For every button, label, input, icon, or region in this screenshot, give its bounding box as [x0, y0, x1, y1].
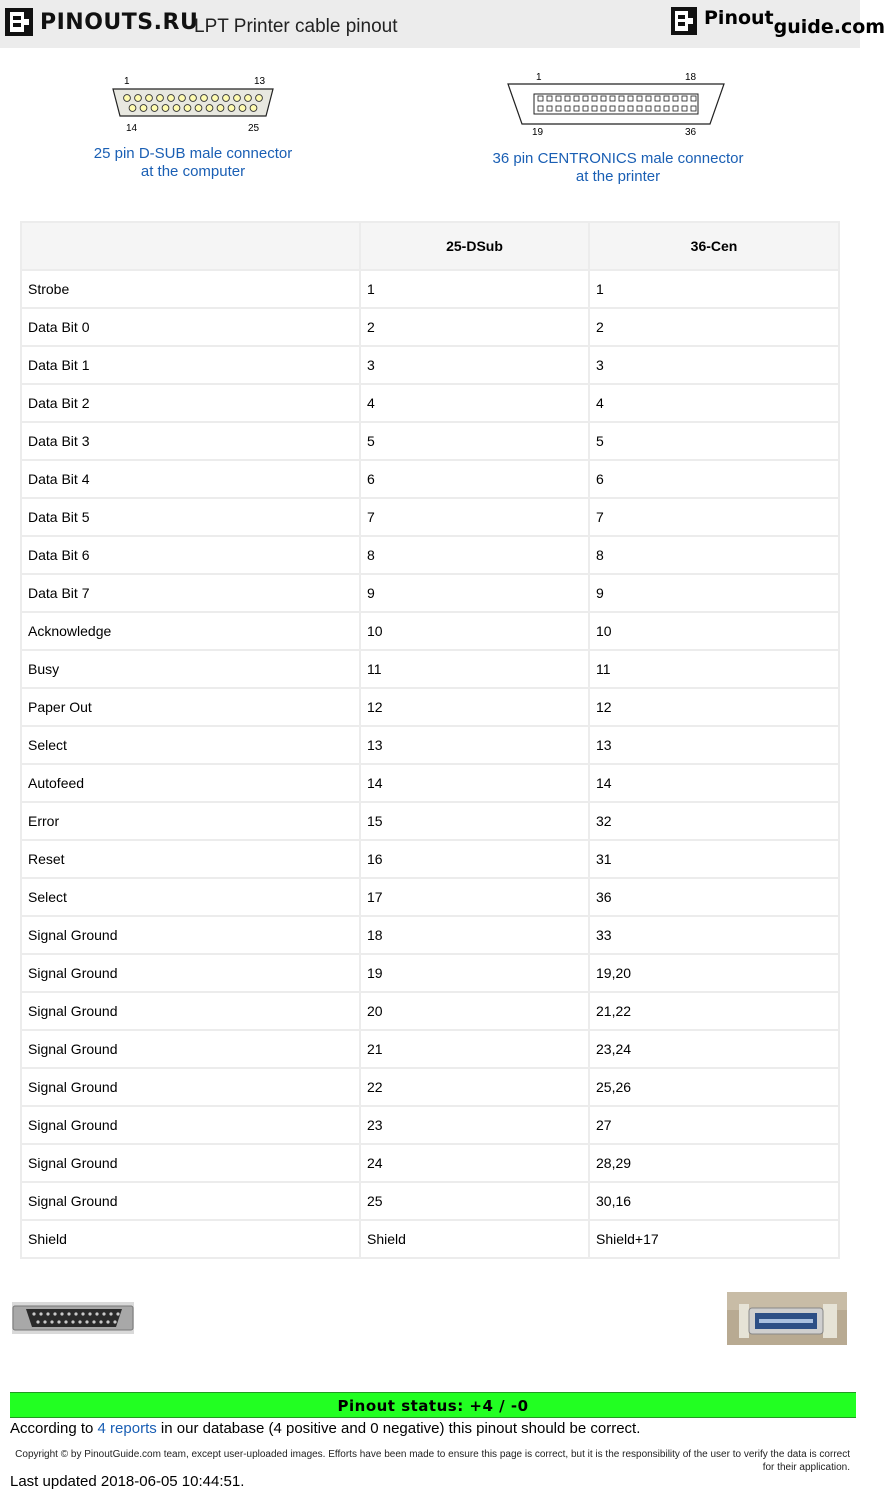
cell-signal-name: Reset: [21, 840, 360, 878]
cell-signal-name: Data Bit 5: [21, 498, 360, 536]
pin-label: 14: [126, 123, 138, 134]
column-header-centronics: 36-Cen: [589, 222, 839, 270]
dsub-pin: [223, 95, 230, 102]
centronics-contact: [655, 96, 660, 101]
cell-signal-name: Data Bit 6: [21, 536, 360, 574]
dsub-pin: [129, 105, 136, 112]
cell-dsub-pin: 20: [360, 992, 589, 1030]
cell-signal-name: Data Bit 0: [21, 308, 360, 346]
centronics-contact: [637, 106, 642, 111]
pin-label: 18: [685, 72, 697, 83]
photo-pin: [64, 1320, 67, 1323]
centronics-contact: [673, 106, 678, 111]
photo-pin: [88, 1312, 91, 1315]
centronics-contact: [610, 106, 615, 111]
dsub-pin: [195, 105, 202, 112]
dsub-pin: [190, 95, 197, 102]
centronics-contact: [664, 96, 669, 101]
dsub-pin: [201, 95, 208, 102]
table-row: [21, 422, 839, 460]
cell-centronics-pin: 21,22: [589, 992, 839, 1030]
centronics-contact: [547, 96, 552, 101]
centronics-contact: [574, 106, 579, 111]
dsub-pin: [245, 95, 252, 102]
pinout-status-bar: Pinout status: +4 / -0: [10, 1392, 856, 1418]
cell-signal-name: Signal Ground: [21, 916, 360, 954]
table-row: [21, 1220, 839, 1258]
photo-pin: [85, 1320, 88, 1323]
caption-line: at the computer: [140, 163, 246, 180]
centronics-contact: [673, 96, 678, 101]
cell-centronics-pin: 11: [589, 650, 839, 688]
centronics-contact: [646, 106, 651, 111]
cell-signal-name: Signal Ground: [21, 1182, 360, 1220]
dsub-pin: [168, 95, 175, 102]
dsub-pin: [217, 105, 224, 112]
centronics-contact: [682, 106, 687, 111]
dsub-pin: [228, 105, 235, 112]
cell-signal-name: Select: [21, 878, 360, 916]
table-row: [21, 1182, 839, 1220]
table-row: [21, 384, 839, 422]
table-row: [21, 536, 839, 574]
photo-pin: [67, 1312, 70, 1315]
cell-centronics-pin: 32: [589, 802, 839, 840]
photo-pin: [43, 1320, 46, 1323]
centronics-contact: [664, 106, 669, 111]
cell-centronics-pin: 10: [589, 612, 839, 650]
centronics-contact: [592, 96, 597, 101]
cell-centronics-pin: 28,29: [589, 1144, 839, 1182]
cell-centronics-pin: 5: [589, 422, 839, 460]
cell-dsub-pin: 21: [360, 1030, 589, 1068]
photo-pin: [39, 1312, 42, 1315]
table-row: [21, 346, 839, 384]
brand-name-part2: guide.com: [773, 16, 885, 38]
cell-signal-name: Autofeed: [21, 764, 360, 802]
connector-logo-icon: [4, 7, 34, 37]
cell-centronics-pin: 12: [589, 688, 839, 726]
cell-dsub-pin: 18: [360, 916, 589, 954]
table-row: [21, 460, 839, 498]
cell-centronics-pin: 30,16: [589, 1182, 839, 1220]
cell-dsub-pin: 16: [360, 840, 589, 878]
table-row: [21, 1144, 839, 1182]
cell-signal-name: Busy: [21, 650, 360, 688]
column-header-signal: [21, 222, 360, 270]
photo-pin: [46, 1312, 49, 1315]
photo-pin: [81, 1312, 84, 1315]
table-row: [21, 840, 839, 878]
centronics-contact: [619, 96, 624, 101]
brand-name-part1: Pinout: [704, 7, 774, 29]
table-row: [21, 802, 839, 840]
pin-label: 25: [248, 123, 260, 134]
pin-label: 13: [254, 76, 266, 87]
centronics36-connector: [490, 68, 746, 186]
photo-pin: [109, 1312, 112, 1315]
cell-dsub-pin: 10: [360, 612, 589, 650]
cell-dsub-pin: Shield: [360, 1220, 589, 1258]
dsub-pin: [151, 105, 158, 112]
photo-pin: [60, 1312, 63, 1315]
centronics-contact: [691, 106, 696, 111]
photo-pin: [113, 1320, 116, 1323]
cell-signal-name: Signal Ground: [21, 1144, 360, 1182]
cell-signal-name: Paper Out: [21, 688, 360, 726]
cell-centronics-pin: 23,24: [589, 1030, 839, 1068]
table-row: [21, 878, 839, 916]
cell-centronics-pin: 4: [589, 384, 839, 422]
centronics-contact: [655, 106, 660, 111]
pin-label: 1: [536, 72, 542, 83]
centronics-contact: [637, 96, 642, 101]
cell-dsub-pin: 6: [360, 460, 589, 498]
dsub-pin: [179, 95, 186, 102]
photo-pin: [95, 1312, 98, 1315]
cell-signal-name: Data Bit 1: [21, 346, 360, 384]
cell-dsub-pin: 5: [360, 422, 589, 460]
dsub-pin: [234, 95, 241, 102]
cell-dsub-pin: 22: [360, 1068, 589, 1106]
photo-pin: [57, 1320, 60, 1323]
cell-signal-name: Error: [21, 802, 360, 840]
dsub-pin: [146, 95, 153, 102]
cell-dsub-pin: 9: [360, 574, 589, 612]
pin-label: 1: [124, 76, 130, 87]
cell-signal-name: Signal Ground: [21, 992, 360, 1030]
pinout-status-text: [10, 1420, 640, 1437]
dsub-pin: [206, 105, 213, 112]
table-row: [21, 1068, 839, 1106]
photo-pin: [74, 1312, 77, 1315]
table-row: [21, 1106, 839, 1144]
table-row: [21, 764, 839, 802]
cell-dsub-pin: 17: [360, 878, 589, 916]
centronics36-connector-diagram: [490, 68, 746, 140]
cell-centronics-pin: 2: [589, 308, 839, 346]
cell-dsub-pin: 4: [360, 384, 589, 422]
cell-dsub-pin: 24: [360, 1144, 589, 1182]
dsub-pin: [250, 105, 257, 112]
status-text-after: in our database (4 positive and 0 negative) this pinout should be correct.: [156, 1420, 641, 1437]
cell-centronics-pin: 27: [589, 1106, 839, 1144]
dsub-pin: [162, 105, 169, 112]
dsub25-connector-diagram: [80, 72, 306, 136]
caption-line: 36 pin CENTRONICS male connector: [492, 150, 744, 167]
photo-pin: [102, 1312, 105, 1315]
table-row: [21, 726, 839, 764]
connector-logo-icon: [670, 6, 698, 36]
cell-signal-name: Select: [21, 726, 360, 764]
centronics-contact: [547, 106, 552, 111]
cell-centronics-pin: 6: [589, 460, 839, 498]
photo-pin: [106, 1320, 109, 1323]
dsub-pin: [157, 95, 164, 102]
pinoutguide-logo[interactable]: [670, 6, 885, 38]
cell-centronics-pin: 36: [589, 878, 839, 916]
dsub-pin: [173, 105, 180, 112]
centronics-contact: [592, 106, 597, 111]
photo-pin: [32, 1312, 35, 1315]
centronics-contact: [619, 106, 624, 111]
cell-signal-name: Acknowledge: [21, 612, 360, 650]
cell-centronics-pin: 8: [589, 536, 839, 574]
photo-pin: [99, 1320, 102, 1323]
table-row: [21, 270, 839, 308]
centronics-contact: [583, 96, 588, 101]
cell-dsub-pin: 2: [360, 308, 589, 346]
dsub25-connector: [80, 72, 306, 181]
cell-dsub-pin: 13: [360, 726, 589, 764]
photo-pin: [92, 1320, 95, 1323]
column-header-dsub: 25-DSub: [360, 222, 589, 270]
table-row: [21, 992, 839, 1030]
cell-centronics-pin: 7: [589, 498, 839, 536]
centronics-contact: [691, 96, 696, 101]
photo-pin: [53, 1312, 56, 1315]
centronics-contact: [628, 106, 633, 111]
table-row: [21, 574, 839, 612]
dsub25-photo[interactable]: [12, 1302, 134, 1334]
caption-line: at the printer: [575, 168, 661, 185]
table-row: [21, 308, 839, 346]
cell-dsub-pin: 11: [360, 650, 589, 688]
cell-dsub-pin: 3: [360, 346, 589, 384]
centronics-contact: [556, 106, 561, 111]
centronics-contact: [682, 96, 687, 101]
centronics-contact: [610, 96, 615, 101]
dsub-pin: [239, 105, 246, 112]
centronics-contact: [538, 106, 543, 111]
table-row: [21, 688, 839, 726]
centronics-contact: [628, 96, 633, 101]
last-updated: Last updated 2018-06-05 10:44:51.: [10, 1473, 245, 1490]
cell-signal-name: Data Bit 4: [21, 460, 360, 498]
dsub-pin: [135, 95, 142, 102]
cell-signal-name: Data Bit 7: [21, 574, 360, 612]
cell-signal-name: Signal Ground: [21, 954, 360, 992]
cell-dsub-pin: 19: [360, 954, 589, 992]
pinout-table: [20, 221, 840, 1259]
cell-centronics-pin: Shield+17: [589, 1220, 839, 1258]
centronics-contact: [601, 106, 606, 111]
cell-centronics-pin: 19,20: [589, 954, 839, 992]
cell-signal-name: Signal Ground: [21, 1106, 360, 1144]
centronics-contact: [565, 106, 570, 111]
pin-label: 36: [685, 127, 697, 138]
centronics-contact: [556, 96, 561, 101]
table-row: [21, 954, 839, 992]
table-header-row: [21, 222, 839, 270]
photo-pin: [116, 1312, 119, 1315]
cell-dsub-pin: 25: [360, 1182, 589, 1220]
cell-dsub-pin: 8: [360, 536, 589, 574]
table-row: [21, 1030, 839, 1068]
centronics36-caption[interactable]: [490, 150, 746, 186]
photo-pin: [78, 1320, 81, 1323]
cell-centronics-pin: 25,26: [589, 1068, 839, 1106]
centronics-contact: [583, 106, 588, 111]
centronics-contact: [574, 96, 579, 101]
status-text-before: According to: [10, 1420, 98, 1437]
centronics-contact: [538, 96, 543, 101]
cell-dsub-pin: 23: [360, 1106, 589, 1144]
dsub25-caption[interactable]: [80, 145, 306, 181]
table-row: [21, 612, 839, 650]
dsub-pin: [212, 95, 219, 102]
cell-signal-name: Signal Ground: [21, 1030, 360, 1068]
centronics-contact: [565, 96, 570, 101]
cell-dsub-pin: 1: [360, 270, 589, 308]
cell-dsub-pin: 12: [360, 688, 589, 726]
cell-centronics-pin: 33: [589, 916, 839, 954]
cell-signal-name: Strobe: [21, 270, 360, 308]
centronics36-photo[interactable]: [727, 1292, 847, 1345]
cell-centronics-pin: 9: [589, 574, 839, 612]
cell-centronics-pin: 31: [589, 840, 839, 878]
cell-signal-name: Data Bit 2: [21, 384, 360, 422]
cell-signal-name: Data Bit 3: [21, 422, 360, 460]
dsub-pin: [140, 105, 147, 112]
table-row: [21, 498, 839, 536]
cell-centronics-pin: 14: [589, 764, 839, 802]
photo-pin: [36, 1320, 39, 1323]
copyright-notice: Copyright © by PinoutGuide.com team, except user-uploaded images. Efforts have been made to ensure this page is correct, but it is the responsibility of the user to verify the data is correct for their application.: [15, 1449, 850, 1473]
dsub-pin: [184, 105, 191, 112]
cell-signal-name: Signal Ground: [21, 1068, 360, 1106]
cell-centronics-pin: 13: [589, 726, 839, 764]
cell-dsub-pin: 15: [360, 802, 589, 840]
cell-centronics-pin: 1: [589, 270, 839, 308]
cell-signal-name: Shield: [21, 1220, 360, 1258]
centronics-contact: [646, 96, 651, 101]
cell-dsub-pin: 7: [360, 498, 589, 536]
dsub-pin: [256, 95, 263, 102]
photo-pin: [50, 1320, 53, 1323]
table-row: [21, 916, 839, 954]
caption-line: 25 pin D-SUB male connector: [93, 145, 293, 162]
table-row: [21, 650, 839, 688]
site-name: PINOUTS.RU: [40, 9, 199, 35]
cell-dsub-pin: 14: [360, 764, 589, 802]
site-header: [0, 0, 885, 48]
photo-pin: [71, 1320, 74, 1323]
site-logo[interactable]: [4, 7, 198, 37]
centronics-contact: [601, 96, 606, 101]
reports-link[interactable]: 4 reports: [97, 1420, 157, 1437]
pin-label: 19: [532, 127, 544, 138]
dsub-pin: [124, 95, 131, 102]
cell-centronics-pin: 3: [589, 346, 839, 384]
page-title: LPT Printer cable pinout: [194, 16, 398, 37]
